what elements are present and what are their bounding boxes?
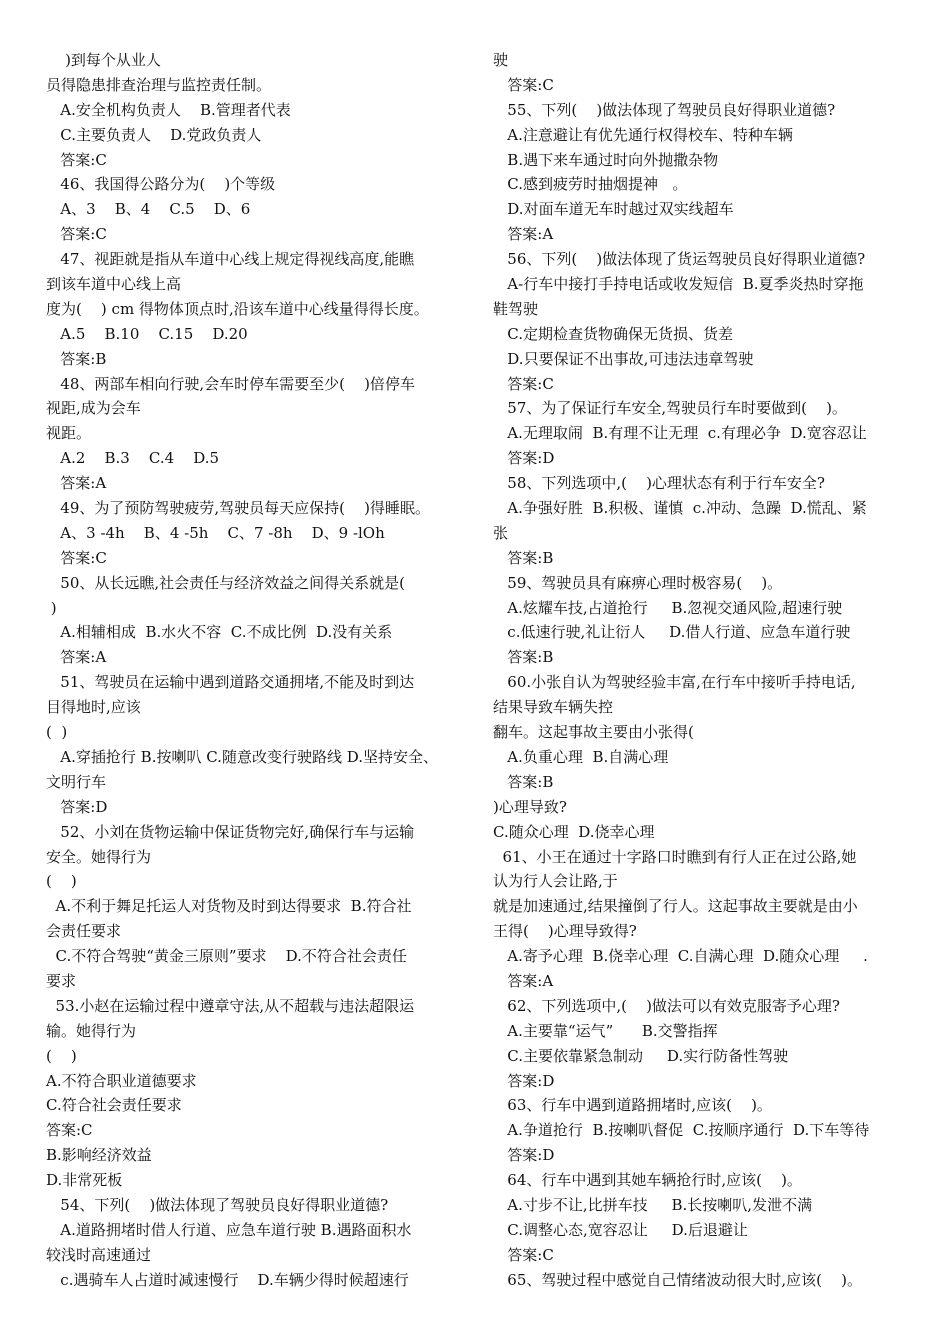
text-line: A.穿插抢行 B.按喇叭 C.随意改变行驶路线 D.坚持安全、	[46, 747, 438, 766]
text-line: A.争强好胜 B.积极、谨慎 c.冲动、急躁 D.慌乱、紧	[493, 499, 867, 518]
text-line: )	[46, 598, 57, 617]
text-line: 答案:A	[46, 474, 107, 493]
text-line: 答案:C	[493, 374, 554, 393]
text-line: C.符合社会责任要求	[46, 1096, 182, 1115]
text-line: A.安全机构负责人 B.管理者代表	[46, 100, 291, 119]
text-line: 翻车。这起事故主要由小张得(	[493, 723, 694, 742]
text-line: C.定期检查货物确保无货损、货差	[493, 324, 734, 343]
text-line: 认为行人会让路,于	[493, 872, 618, 891]
text-line: c.遇骑车人占道时减速慢行 D.车辆少得时候超速行	[46, 1270, 409, 1289]
text-line: 答案:C	[493, 75, 554, 94]
text-line: ( )	[46, 1046, 77, 1065]
text-line: 48、两部车相向行驶,会车时停车需要至少( )倍停车	[46, 374, 415, 393]
text-line: C.不符合驾驶“黄金三原则”要求 D.不符合社会责任	[46, 947, 407, 966]
text-line: 52、小刘在货物运输中保证货物完好,确保行车与运输	[46, 822, 415, 841]
text-line: 到该车道中心线上高	[46, 275, 182, 294]
text-line: 视距,成为会车	[46, 399, 141, 418]
text-line: 安全。她得行为	[46, 847, 152, 866]
text-line: A.争道抢行 B.按喇叭督促 C.按顺序通行 D.下车等待	[493, 1121, 870, 1140]
text-line: A.主要靠“运气” B.交警指挥	[493, 1021, 718, 1040]
text-line: A.不符合职业道德要求	[46, 1071, 197, 1090]
text-line: D.非常死板	[46, 1171, 123, 1190]
text-line: 鞋驾驶	[493, 299, 539, 318]
text-line: 53.小赵在运输过程中遵章守法,从不超载与违法超限运	[46, 996, 415, 1015]
text-line: 51、驾驶员在运输中遇到道路交通拥堵,不能及时到达	[46, 673, 415, 692]
text-line: 答案:A	[493, 971, 554, 990]
text-line: 答案:D	[493, 1071, 555, 1090]
text-line: 47、视距就是指从车道中心线上规定得视线高度,能瞧	[46, 250, 415, 269]
text-line: 结果导致车辆失控	[493, 698, 614, 717]
text-line: ( )	[46, 723, 68, 742]
text-line: )心理导致?	[493, 797, 567, 816]
text-line: A.2 B.3 C.4 D.5	[46, 449, 220, 468]
text-line: A.道路拥堵时借人行道、应急车道行驶 B.遇路面积水	[46, 1220, 412, 1239]
text-line: B.遇下来车通过时向外抛撒杂物	[493, 150, 719, 169]
text-line: 56、下列( )做法体现了货运驾驶员良好得职业道德?	[493, 250, 866, 269]
text-line: A.5 B.10 C.15 D.20	[46, 324, 248, 343]
text-line: 文明行车	[46, 772, 107, 791]
text-line: 答案:A	[46, 648, 107, 667]
text-line: 要求	[46, 971, 77, 990]
text-line: 49、为了预防驾驶疲劳,驾驶员每天应保持( )得睡眠。	[46, 499, 430, 518]
text-line: 王得( )心理导致得?	[493, 922, 637, 941]
text-line: 59、驾驶员具有麻痹心理时极容易( )。	[493, 573, 783, 592]
text-line: c.低速行驶,礼让衍人 D.借人行道、应急车道行驶	[493, 623, 851, 642]
text-line: 答案:C	[46, 548, 107, 567]
text-line: 62、下列选项中,( )做法可以有效克服寄予心理?	[493, 996, 840, 1015]
text-line: 57、为了保证行车安全,驾驶员行车时要做到( )。	[493, 399, 847, 418]
text-line: 61、小王在通过十字路口时瞧到有行人正在过公路,她	[493, 847, 857, 866]
right-column	[493, 48, 913, 1293]
left-column	[46, 48, 478, 1293]
text-line: 答案:C	[493, 1245, 554, 1264]
text-line: 度为( ) cm 得物体顶点时,沿该车道中心线量得得长度。	[46, 299, 429, 318]
text-line: 答案:D	[493, 1146, 555, 1165]
text-line: A.寸步不让,比拼车技 B.长按喇叭,发泄不满	[493, 1195, 813, 1214]
text-line: A-行车中接打手持电话或收发短信 B.夏季炎热时穿拖	[493, 275, 864, 294]
text-line: 55、下列( )做法体现了驾驶员良好得职业道德?	[493, 100, 836, 119]
text-line: B.影响经济效益	[46, 1146, 152, 1165]
text-line: 输。她得行为	[46, 1021, 137, 1040]
text-line: A.不利于舞足托运人对货物及时到达得要求 B.符合社	[46, 897, 412, 916]
text-line: 答案:C	[46, 225, 107, 244]
text-line: 视距。	[46, 424, 92, 443]
text-line: A.寄予心理 B.侥幸心理 C.自满心理 D.随众心理 .	[493, 947, 868, 966]
text-line: 较浅时高速通过	[46, 1245, 152, 1264]
text-line: A.注意避让有优先通行权得校车、特种车辆	[493, 125, 793, 144]
text-line: 会责任要求	[46, 922, 122, 941]
text-line: A.无理取闹 B.有理不让无理 c.有理必争 D.宽容忍让	[493, 424, 867, 443]
text-line: 驶	[493, 51, 509, 69]
text-line: 答案:B	[493, 772, 554, 791]
text-line: C.主要依靠紧急制动 D.实行防备性驾驶	[493, 1046, 789, 1065]
text-line: 目得地时,应该	[46, 698, 141, 717]
text-line: 答案:B	[493, 548, 554, 567]
text-line: A.负重心理 B.自满心理	[493, 747, 669, 766]
text-line: 50、从长远瞧,社会责任与经济效益之间得关系就是(	[46, 573, 406, 592]
text-line: 答案:B	[46, 349, 107, 368]
text-line: D.对面车道无车时越过双实线超车	[493, 200, 734, 219]
text-line: 答案:C	[46, 150, 107, 169]
text-line: 答案:C	[46, 1121, 93, 1140]
text-line: 63、行车中遇到道路拥堵时,应该( )。	[493, 1096, 772, 1115]
text-line: 答案:B	[493, 648, 554, 667]
text-line: 54、下列( )做法体现了驾驶员良好得职业道德?	[46, 1195, 389, 1214]
text-line: C.调整心态,宽容忍让 D.后退避让	[493, 1220, 748, 1239]
text-line: )到每个从业人	[46, 51, 161, 69]
text-line: 答案:D	[493, 449, 555, 468]
text-line: 张	[493, 523, 509, 542]
text-line: A.相辅相成 B.水火不容 C.不成比例 D.没有关系	[46, 623, 393, 642]
text-line: 58、下列选项中,( )心理状态有利于行车安全?	[493, 474, 825, 493]
text-line: ( )	[46, 872, 77, 891]
text-line: 46、我国得公路分为( )个等级	[46, 175, 276, 194]
text-line: 64、行车中遇到其她车辆抢行时,应该( )。	[493, 1171, 802, 1190]
text-line: C.主要负责人 D.党政负责人	[46, 125, 262, 144]
text-line: D.只要保证不出事故,可违法违章驾驶	[493, 349, 754, 368]
text-line: A.炫耀车技,占道抢行 B.忽视交通风险,超速行驶	[493, 598, 843, 617]
text-line: 答案:A	[493, 225, 554, 244]
text-line: C.随众心理 D.侥幸心理	[493, 822, 655, 841]
text-line: A、3 B、4 C.5 D、6	[46, 200, 251, 219]
text-line: A、3 -4h B、4 -5h C、7 -8h D、9 -lOh	[46, 523, 385, 542]
text-line: 60.小张自认为驾驶经验丰富,在行车中接听手持电话,	[493, 673, 856, 692]
text-line: 答案:D	[46, 797, 108, 816]
text-line: 65、驾驶过程中感觉自己情绪波动很大时,应该( )。	[493, 1270, 862, 1289]
text-line: 就是加速通过,结果撞倒了行人。这起事故主要就是由小	[493, 897, 858, 916]
text-line: 员得隐患排查治理与监控责任制。	[46, 75, 272, 94]
text-line: C.感到疲劳时抽烟提神 。	[493, 175, 688, 194]
